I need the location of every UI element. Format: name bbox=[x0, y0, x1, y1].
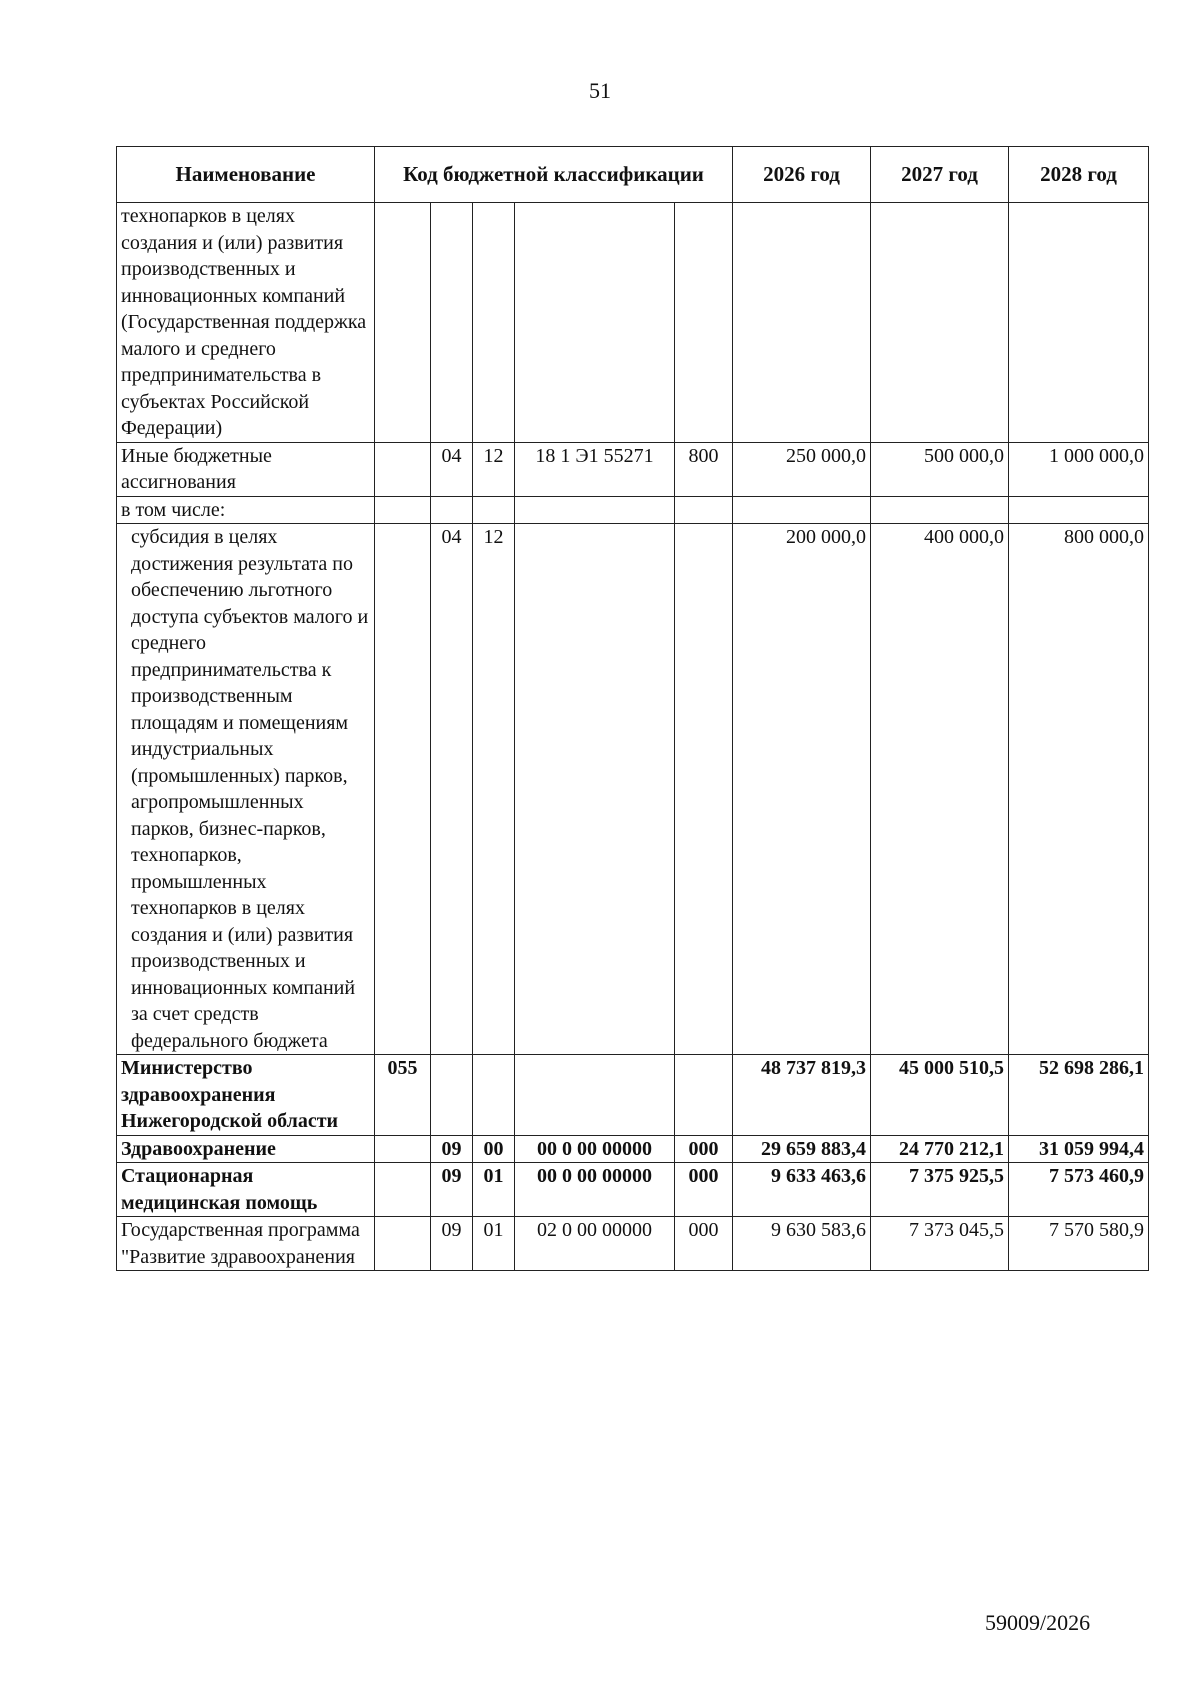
row-2026: 200 000,0 bbox=[733, 524, 871, 1055]
table-row bbox=[117, 1055, 1149, 1136]
row-csr: 00 0 00 00000 bbox=[515, 1163, 675, 1217]
row-vr: 000 bbox=[675, 1135, 733, 1163]
table-row bbox=[117, 442, 1149, 496]
row-2028: 800 000,0 bbox=[1009, 524, 1149, 1055]
row-name: Здравоохранение bbox=[117, 1135, 375, 1163]
row-grbs bbox=[375, 203, 431, 443]
row-2028: 31 059 994,4 bbox=[1009, 1135, 1149, 1163]
row-2026: 29 659 883,4 bbox=[733, 1135, 871, 1163]
row-csr bbox=[515, 1055, 675, 1136]
row-name: Иные бюджетные ассигнования bbox=[117, 442, 375, 496]
row-2027: 24 770 212,1 bbox=[871, 1135, 1009, 1163]
row-csr: 00 0 00 00000 bbox=[515, 1135, 675, 1163]
row-vr bbox=[675, 1055, 733, 1136]
row-rz: 04 bbox=[431, 524, 473, 1055]
row-2027: 400 000,0 bbox=[871, 524, 1009, 1055]
table-row bbox=[117, 496, 1149, 524]
row-rz bbox=[431, 1055, 473, 1136]
row-vr bbox=[675, 203, 733, 443]
row-2026: 9 630 583,6 bbox=[733, 1217, 871, 1271]
row-2026: 9 633 463,6 bbox=[733, 1163, 871, 1217]
row-grbs bbox=[375, 496, 431, 524]
row-2028: 7 573 460,9 bbox=[1009, 1163, 1149, 1217]
row-rz bbox=[431, 203, 473, 443]
row-2027: 7 373 045,5 bbox=[871, 1217, 1009, 1271]
row-grbs: 055 bbox=[375, 1055, 431, 1136]
row-pr: 00 bbox=[473, 1135, 515, 1163]
row-grbs bbox=[375, 1135, 431, 1163]
table-row bbox=[117, 1135, 1149, 1163]
header-2027: 2027 год bbox=[871, 147, 1009, 203]
table-row bbox=[117, 1163, 1149, 1217]
row-2028: 52 698 286,1 bbox=[1009, 1055, 1149, 1136]
row-name: в том числе: bbox=[117, 496, 375, 524]
row-pr bbox=[473, 496, 515, 524]
row-2026 bbox=[733, 203, 871, 443]
row-pr bbox=[473, 203, 515, 443]
row-csr bbox=[515, 496, 675, 524]
table-row bbox=[117, 1217, 1149, 1271]
header-code: Код бюджетной классификации bbox=[375, 147, 733, 203]
row-2026: 250 000,0 bbox=[733, 442, 871, 496]
row-csr bbox=[515, 524, 675, 1055]
row-grbs bbox=[375, 1163, 431, 1217]
document-code: 59009/2026 bbox=[985, 1610, 1091, 1635]
row-2027 bbox=[871, 203, 1009, 443]
header-2026: 2026 год bbox=[733, 147, 871, 203]
row-2027 bbox=[871, 496, 1009, 524]
row-vr: 000 bbox=[675, 1217, 733, 1271]
row-rz: 09 bbox=[431, 1135, 473, 1163]
row-name: Государственная программа "Развитие здравоохранения bbox=[117, 1217, 375, 1271]
row-vr bbox=[675, 496, 733, 524]
row-2028: 7 570 580,9 bbox=[1009, 1217, 1149, 1271]
row-csr: 18 1 Э1 55271 bbox=[515, 442, 675, 496]
row-rz: 09 bbox=[431, 1163, 473, 1217]
row-vr bbox=[675, 524, 733, 1055]
row-grbs bbox=[375, 1217, 431, 1271]
row-2027: 500 000,0 bbox=[871, 442, 1009, 496]
row-2026: 48 737 819,3 bbox=[733, 1055, 871, 1136]
row-pr: 01 bbox=[473, 1217, 515, 1271]
budget-table bbox=[116, 146, 1149, 1271]
row-csr: 02 0 00 00000 bbox=[515, 1217, 675, 1271]
table-header-row bbox=[117, 147, 1149, 203]
table-row bbox=[117, 524, 1149, 1055]
row-rz bbox=[431, 496, 473, 524]
row-csr bbox=[515, 203, 675, 443]
row-name: субсидия в целях достижения результата по обеспечению льготного доступа субъектов малого и среднего предпринимательства к производственным площадям и помещениям индустриальных (промышленных) парков, агропромышленных парков, бизнес-парков, технопарков, промышленных технопарков в целях создания и (или) развития производственных и инновационных компаний за счет средств федерального бюджета bbox=[117, 524, 375, 1055]
row-name: Стационарная медицинская помощь bbox=[117, 1163, 375, 1217]
row-2026 bbox=[733, 496, 871, 524]
row-rz: 09 bbox=[431, 1217, 473, 1271]
row-pr: 12 bbox=[473, 442, 515, 496]
row-grbs bbox=[375, 442, 431, 496]
table-row bbox=[117, 203, 1149, 443]
page-number: 51 bbox=[589, 78, 611, 103]
header-name: Наименование bbox=[117, 147, 375, 203]
header-2028: 2028 год bbox=[1009, 147, 1149, 203]
row-grbs bbox=[375, 524, 431, 1055]
row-rz: 04 bbox=[431, 442, 473, 496]
row-name: Министерство здравоохранения Нижегородской области bbox=[117, 1055, 375, 1136]
row-pr: 12 bbox=[473, 524, 515, 1055]
row-pr bbox=[473, 1055, 515, 1136]
row-2028: 1 000 000,0 bbox=[1009, 442, 1149, 496]
row-2027: 7 375 925,5 bbox=[871, 1163, 1009, 1217]
row-pr: 01 bbox=[473, 1163, 515, 1217]
row-2028 bbox=[1009, 496, 1149, 524]
row-vr: 800 bbox=[675, 442, 733, 496]
row-2027: 45 000 510,5 bbox=[871, 1055, 1009, 1136]
row-vr: 000 bbox=[675, 1163, 733, 1217]
row-2028 bbox=[1009, 203, 1149, 443]
row-name: технопарков в целях создания и (или) развития производственных и инновационных компаний (Государственная поддержка малого и среднего предпринимательства в субъектах Российской Федерации) bbox=[117, 203, 375, 443]
